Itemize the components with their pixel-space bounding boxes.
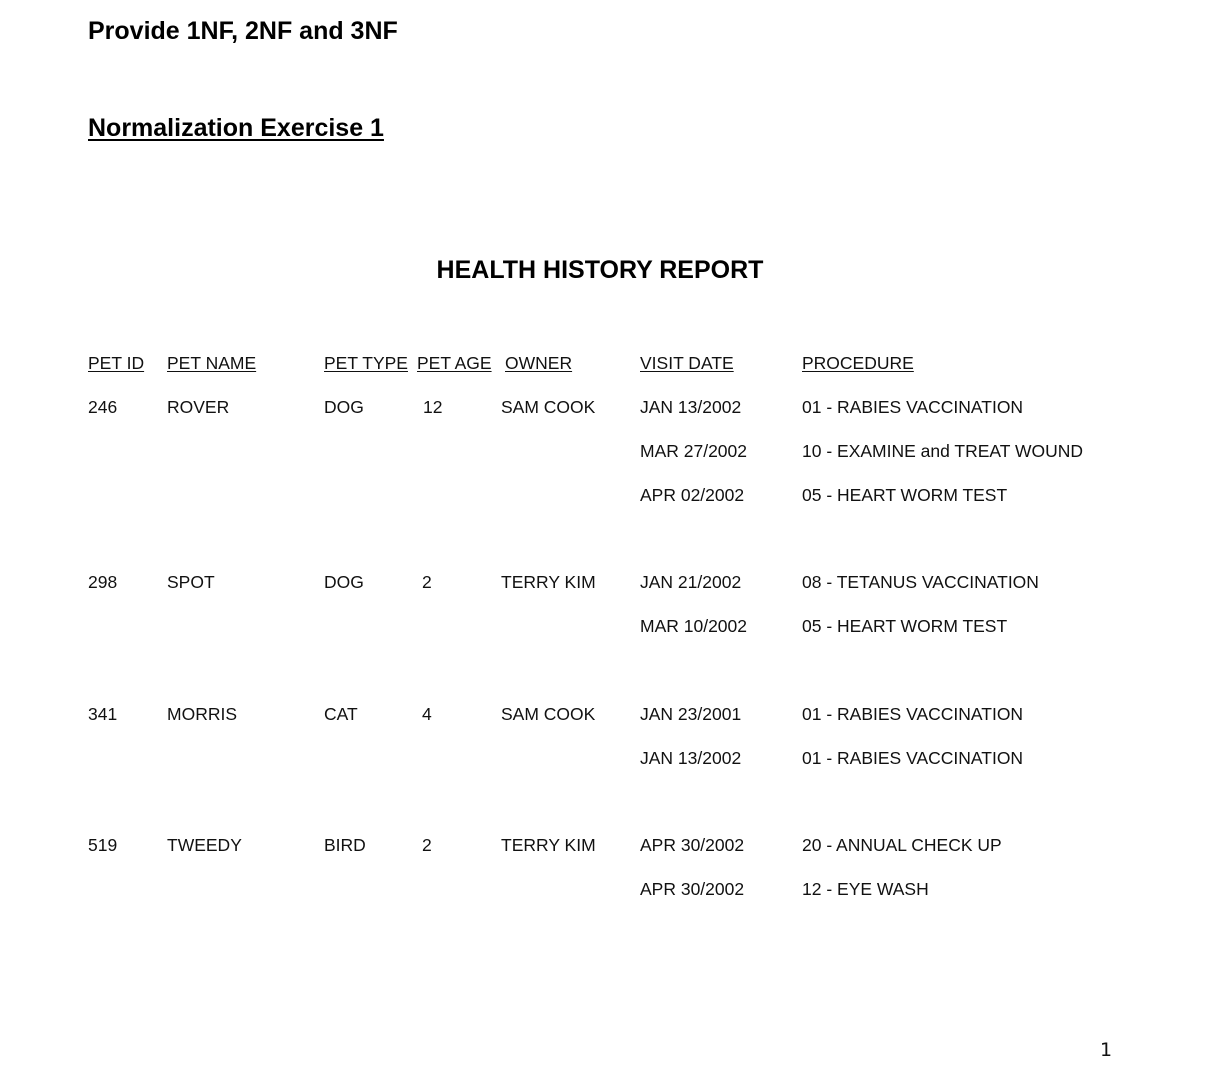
procedure-cell: 05 - HEART WORM TEST xyxy=(802,616,1008,636)
pet-id-cell: 298 xyxy=(88,572,118,592)
visit-date-cell: APR 30/2002 xyxy=(640,835,745,855)
pet-name-cell: TWEEDY xyxy=(167,835,242,855)
visit-date-cell: APR 02/2002 xyxy=(640,485,745,505)
visit-date-cell: MAR 27/2002 xyxy=(640,441,748,461)
pet-name-cell: SPOT xyxy=(167,572,215,592)
page-number: 1 xyxy=(1100,1039,1113,1061)
visit-date-cell: APR 30/2002 xyxy=(640,879,745,899)
pet-type-cell: DOG xyxy=(324,572,364,592)
owner-cell: SAM COOK xyxy=(501,397,596,417)
visit-date-cell: MAR 10/2002 xyxy=(640,616,748,636)
owner-cell: TERRY KIM xyxy=(501,835,596,855)
pet-age-cell: 4 xyxy=(422,704,432,724)
pet-name-cell: MORRIS xyxy=(167,704,237,724)
column-header-pet-type: PET TYPE xyxy=(324,353,408,373)
column-header-owner: OWNER xyxy=(505,353,573,373)
procedure-cell: 20 - ANNUAL CHECK UP xyxy=(802,835,1002,855)
assignment-heading: Provide 1NF, 2NF and 3NF xyxy=(88,17,398,45)
pet-age-cell: 2 xyxy=(422,572,432,592)
pet-id-cell: 519 xyxy=(88,835,118,855)
column-header-procedure: PROCEDURE xyxy=(802,353,914,373)
column-header-visit-date: VISIT DATE xyxy=(640,353,734,373)
column-header-pet-name: PET NAME xyxy=(167,353,257,373)
procedure-cell: 01 - RABIES VACCINATION xyxy=(802,704,1024,724)
pet-age-cell: 12 xyxy=(423,397,443,417)
visit-date-cell: JAN 13/2002 xyxy=(640,397,742,417)
visit-date-cell: JAN 21/2002 xyxy=(640,572,742,592)
pet-type-cell: DOG xyxy=(324,397,364,417)
procedure-cell: 01 - RABIES VACCINATION xyxy=(802,748,1024,768)
visit-date-cell: JAN 13/2002 xyxy=(640,748,742,768)
owner-cell: TERRY KIM xyxy=(501,572,596,592)
column-header-pet-age: PET AGE xyxy=(417,353,492,373)
visit-date-cell: JAN 23/2001 xyxy=(640,704,742,724)
pet-id-cell: 246 xyxy=(88,397,118,417)
owner-cell: SAM COOK xyxy=(501,704,596,724)
pet-id-cell: 341 xyxy=(88,704,118,724)
procedure-cell: 05 - HEART WORM TEST xyxy=(802,485,1008,505)
pet-type-cell: BIRD xyxy=(324,835,366,855)
column-header-pet-id: PET ID xyxy=(88,353,145,373)
procedure-cell: 12 - EYE WASH xyxy=(802,879,929,899)
pet-name-cell: ROVER xyxy=(167,397,230,417)
procedure-cell: 10 - EXAMINE and TREAT WOUND xyxy=(802,441,1084,461)
procedure-cell: 08 - TETANUS VACCINATION xyxy=(802,572,1039,592)
exercise-heading: Normalization Exercise 1 xyxy=(88,114,384,142)
procedure-cell: 01 - RABIES VACCINATION xyxy=(802,397,1024,417)
pet-type-cell: CAT xyxy=(324,704,358,724)
report-title: HEALTH HISTORY REPORT xyxy=(436,256,764,284)
pet-age-cell: 2 xyxy=(422,835,432,855)
